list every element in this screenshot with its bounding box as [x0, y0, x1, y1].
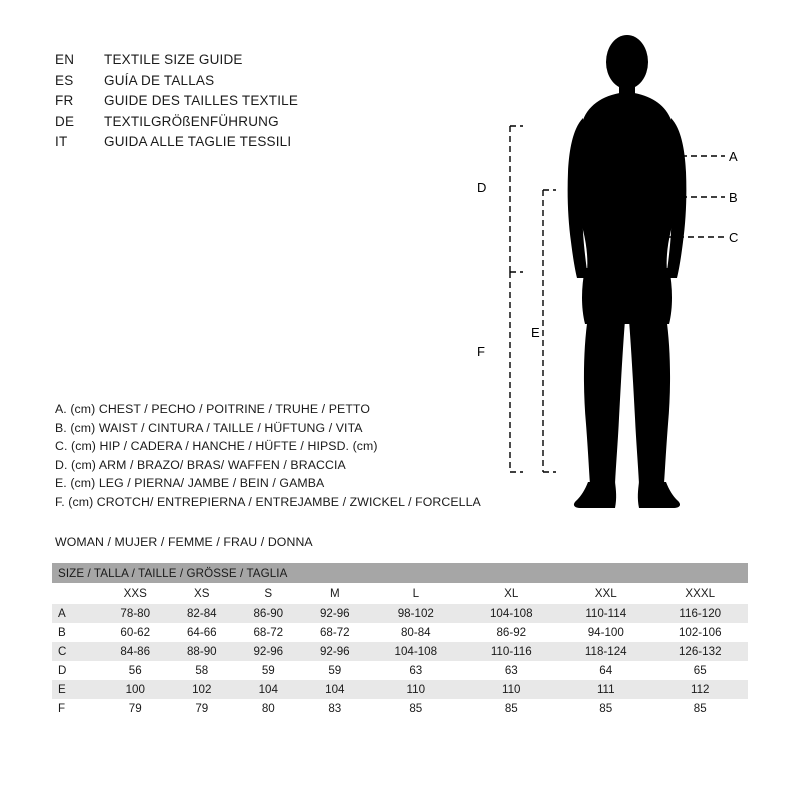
language-code: FR	[55, 93, 74, 108]
table-cell: 59	[235, 661, 302, 680]
row-label: D	[52, 661, 102, 680]
language-title: TEXTILGRÖßENFÜHRUNG	[104, 113, 279, 129]
table-cell: 92-96	[302, 604, 369, 623]
gender-label: WOMAN / MUJER / FEMME / FRAU / DONNA	[55, 535, 313, 549]
language-code: EN	[55, 52, 75, 67]
table-cell: 102-106	[653, 623, 749, 642]
table-row	[52, 661, 748, 680]
table-cell: 104-108	[368, 642, 463, 661]
table-cell: 111	[559, 680, 653, 699]
language-title: GUIDE DES TAILLES TEXTILE	[104, 93, 299, 108]
table-cell: 92-96	[235, 642, 302, 661]
measure-bracket-e	[543, 190, 556, 472]
legend-item: B. (cm) WAIST / CINTURA / TAILLE / HÜFTUNG / VITA	[55, 420, 363, 435]
marker-label-d: D	[477, 180, 487, 195]
language-title-block	[55, 52, 298, 155]
measure-bracket-f	[510, 272, 523, 472]
table-cell: 59	[302, 661, 369, 680]
table-cell: 126-132	[653, 642, 749, 661]
table-cell: 79	[102, 699, 169, 718]
language-code: ES	[55, 72, 74, 88]
table-cell: 58	[169, 661, 236, 680]
language-row	[55, 134, 298, 155]
table-cell: 85	[653, 699, 749, 718]
table-row	[52, 604, 748, 623]
table-cell: 110	[464, 680, 559, 699]
table-cell: 68-72	[235, 623, 302, 642]
legend-item: F. (cm) CROTCH/ ENTREPIERNA / ENTREJAMBE / ZWICKEL / FORCELLA	[55, 494, 481, 509]
table-cell: 118-124	[559, 642, 653, 661]
language-code: IT	[55, 134, 68, 149]
marker-label-f: F	[477, 344, 485, 359]
table-cell: 63	[464, 661, 559, 680]
marker-label-b: B	[729, 190, 738, 205]
column-header: XS	[169, 583, 236, 604]
row-label: C	[52, 642, 102, 661]
table-cell: 64	[559, 661, 653, 680]
row-label: F	[52, 699, 102, 718]
table-cell: 88-90	[169, 642, 236, 661]
table-cell: 104	[302, 680, 369, 699]
language-row	[55, 93, 298, 114]
language-title: TEXTILE SIZE GUIDE	[104, 52, 243, 67]
language-row	[55, 52, 298, 73]
table-cell: 82-84	[169, 604, 236, 623]
table-cell: 64-66	[169, 623, 236, 642]
column-header: XXS	[102, 583, 169, 604]
column-header: S	[235, 583, 302, 604]
row-label: A	[52, 604, 102, 623]
marker-label-c: C	[729, 230, 739, 245]
table-cell: 83	[302, 699, 369, 718]
female-silhouette-icon	[568, 35, 687, 508]
marker-label-a: A	[729, 149, 738, 164]
table-cell: 84-86	[102, 642, 169, 661]
row-label: E	[52, 680, 102, 699]
column-header: XXL	[559, 583, 653, 604]
table-cell: 85	[464, 699, 559, 718]
table-cell: 79	[169, 699, 236, 718]
column-header: XXXL	[653, 583, 749, 604]
table-cell: 65	[653, 661, 749, 680]
language-code: DE	[55, 113, 75, 129]
measurement-legend	[55, 402, 481, 513]
table-cell: 80	[235, 699, 302, 718]
table-cell: 104-108	[464, 604, 559, 623]
table-cell: 110-114	[559, 604, 653, 623]
table-cell: 104	[235, 680, 302, 699]
table-row	[52, 699, 748, 718]
table-cell: 112	[653, 680, 749, 699]
table-header-row	[52, 583, 748, 604]
table-cell: 94-100	[559, 623, 653, 642]
table-cell: 85	[559, 699, 653, 718]
column-header	[52, 583, 102, 604]
table-cell: 85	[368, 699, 463, 718]
table-cell: 86-90	[235, 604, 302, 623]
table-cell: 98-102	[368, 604, 463, 623]
table-cell: 86-92	[464, 623, 559, 642]
table-row	[52, 680, 748, 699]
language-title: GUÍA DE TALLAS	[104, 72, 215, 88]
table-band-label: SIZE / TALLA / TAILLE / GRÖSSE / TAGLIA	[52, 563, 748, 583]
column-header: L	[368, 583, 463, 604]
table-band-row	[52, 563, 748, 583]
measure-bracket-d	[510, 126, 523, 272]
table-cell: 102	[169, 680, 236, 699]
table-cell: 116-120	[653, 604, 749, 623]
table-row	[52, 642, 748, 661]
table-cell: 110-116	[464, 642, 559, 661]
legend-item: A. (cm) CHEST / PECHO / POITRINE / TRUHE / PETTO	[55, 402, 370, 416]
legend-item: E. (cm) LEG / PIERNA/ JAMBE / BEIN / GAMBA	[55, 476, 325, 490]
marker-label-e: E	[531, 325, 540, 340]
size-table	[52, 563, 748, 718]
row-label: B	[52, 623, 102, 642]
table-cell: 92-96	[302, 642, 369, 661]
language-row	[55, 73, 298, 94]
language-title: GUIDA ALLE TAGLIE TESSILI	[104, 134, 292, 149]
column-header: XL	[464, 583, 559, 604]
table-row	[52, 623, 748, 642]
table-cell: 80-84	[368, 623, 463, 642]
table-cell: 60-62	[102, 623, 169, 642]
table-cell: 56	[102, 661, 169, 680]
legend-item: C. (cm) HIP / CADERA / HANCHE / HÜFTE / HIPSD. (cm)	[55, 439, 378, 453]
table-cell: 110	[368, 680, 463, 699]
legend-item: D. (cm) ARM / BRAZO/ BRAS/ WAFFEN / BRACCIA	[55, 457, 346, 472]
table-cell: 68-72	[302, 623, 369, 642]
table-cell: 63	[368, 661, 463, 680]
table-cell: 100	[102, 680, 169, 699]
table-cell: 78-80	[102, 604, 169, 623]
language-row	[55, 114, 298, 135]
body-measurement-diagram	[455, 20, 785, 520]
column-header: M	[302, 583, 369, 604]
